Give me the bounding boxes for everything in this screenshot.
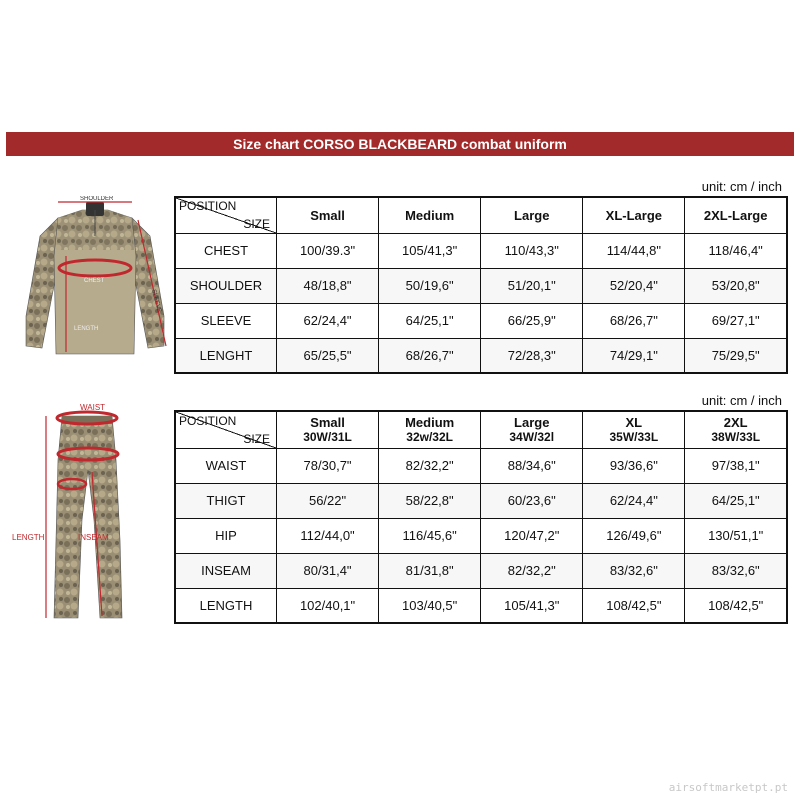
column-header-xl: XL-Large [583, 197, 685, 233]
row-label: CHEST [175, 233, 277, 268]
table-cell: 112/44,0" [277, 518, 379, 553]
column-header-2xl: 2XL 38W/33L [685, 411, 787, 448]
table-row [175, 268, 787, 303]
table-cell: 48/18,8" [277, 268, 379, 303]
svg-text:CHEST: CHEST [84, 278, 105, 284]
table-cell: 78/30,7" [277, 448, 379, 483]
shirt-size-table [174, 196, 788, 374]
table-cell: 100/39.3" [277, 233, 379, 268]
pants-header-row [175, 411, 787, 448]
watermark: airsoftmarketpt.pt [668, 781, 788, 794]
table-row [175, 448, 787, 483]
table-cell: 118/46,4" [685, 233, 787, 268]
table-cell: 75/29,5" [685, 338, 787, 373]
column-header-small: Small [277, 197, 379, 233]
svg-text:INSEAM: INSEAM [78, 533, 109, 542]
table-cell: 116/45,6" [379, 518, 481, 553]
row-label: SLEEVE [175, 303, 277, 338]
table-cell: 69/27,1" [685, 303, 787, 338]
table-cell: 62/24,4" [583, 483, 685, 518]
table-cell: 51/20,1" [481, 268, 583, 303]
svg-text:SHOULDER: SHOULDER [80, 196, 114, 202]
table-cell: 66/25,9" [481, 303, 583, 338]
svg-text:LENGTH: LENGTH [74, 326, 99, 332]
column-header-2xl: 2XL-Large [685, 197, 787, 233]
table-cell: 105/41,3" [481, 588, 583, 623]
table-row [175, 233, 787, 268]
table-cell: 108/42,5" [583, 588, 685, 623]
row-label: HIP [175, 518, 277, 553]
table-corner-cell: SIZE POSITION [175, 197, 277, 233]
table-cell: 52/20,4" [583, 268, 685, 303]
table-cell: 80/31,4" [277, 553, 379, 588]
table-cell: 93/36,6" [583, 448, 685, 483]
table-row [175, 518, 787, 553]
shirt-illustration [20, 196, 170, 366]
table-cell: 97/38,1" [685, 448, 787, 483]
table-cell: 88/34,6" [481, 448, 583, 483]
title-banner: Size chart CORSO BLACKBEARD combat uniform [6, 132, 794, 156]
table-cell: 50/19,6" [379, 268, 481, 303]
table-cell: 103/40,5" [379, 588, 481, 623]
table-cell: 81/31,8" [379, 553, 481, 588]
pants-unit-label: unit: cm / inch [701, 393, 782, 408]
row-label: THIGT [175, 483, 277, 518]
shirt-unit-label: unit: cm / inch [701, 179, 782, 194]
table-cell: 72/28,3" [481, 338, 583, 373]
table-row [175, 553, 787, 588]
table-cell: 64/25,1" [379, 303, 481, 338]
table-cell: 74/29,1" [583, 338, 685, 373]
table-cell: 82/32,2" [379, 448, 481, 483]
table-cell: 60/23,6" [481, 483, 583, 518]
table-cell: 68/26,7" [379, 338, 481, 373]
table-row [175, 303, 787, 338]
svg-text:SLEEVE: SLEEVE [150, 288, 162, 314]
column-header-medium: Medium 32w/32L [379, 411, 481, 448]
row-label: SHOULDER [175, 268, 277, 303]
row-label: LENGTH [175, 588, 277, 623]
table-cell: 108/42,5" [685, 588, 787, 623]
table-cell: 65/25,5" [277, 338, 379, 373]
table-cell: 83/32,6" [685, 553, 787, 588]
table-corner-cell: SIZE POSITION [175, 411, 277, 448]
svg-text:LENGTH: LENGTH [12, 533, 45, 542]
svg-text:WAIST: WAIST [80, 403, 106, 412]
table-cell: 68/26,7" [583, 303, 685, 338]
table-cell: 130/51,1" [685, 518, 787, 553]
row-label: WAIST [175, 448, 277, 483]
pants-size-table [174, 410, 788, 624]
table-cell: 114/44,8" [583, 233, 685, 268]
table-row [175, 588, 787, 623]
table-cell: 110/43,3" [481, 233, 583, 268]
row-label: INSEAM [175, 553, 277, 588]
column-header-large: Large 34W/32l [481, 411, 583, 448]
column-header-small: Small 30W/31L [277, 411, 379, 448]
column-header-large: Large [481, 197, 583, 233]
row-label: LENGHT [175, 338, 277, 373]
table-cell: 53/20,8" [685, 268, 787, 303]
table-cell: 120/47,2" [481, 518, 583, 553]
table-cell: 83/32,6" [583, 553, 685, 588]
column-header-medium: Medium [379, 197, 481, 233]
table-cell: 126/49,6" [583, 518, 685, 553]
table-row [175, 338, 787, 373]
pants-body [54, 416, 122, 618]
table-cell: 102/40,1" [277, 588, 379, 623]
table-cell: 82/32,2" [481, 553, 583, 588]
table-cell: 56/22" [277, 483, 379, 518]
table-cell: 105/41,3" [379, 233, 481, 268]
column-header-xl: XL 35W/33L [583, 411, 685, 448]
table-cell: 64/25,1" [685, 483, 787, 518]
table-cell: 58/22,8" [379, 483, 481, 518]
table-cell: 62/24,4" [277, 303, 379, 338]
pants-illustration [8, 400, 168, 628]
table-row [175, 483, 787, 518]
shirt-header-row [175, 197, 787, 233]
